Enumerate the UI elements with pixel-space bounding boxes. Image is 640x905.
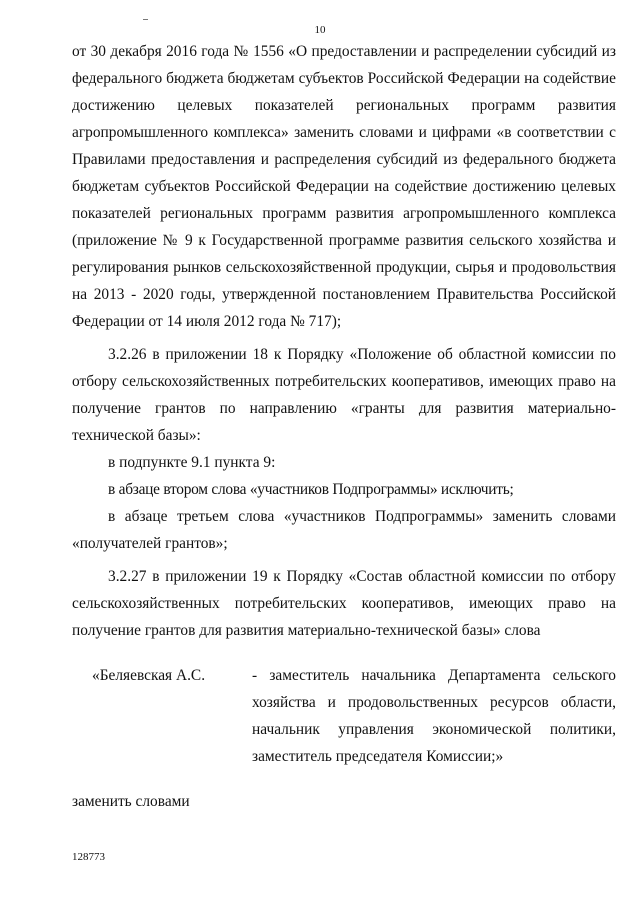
member-description: - заместитель начальника Департамента сельского хозяйства и продовольственных ресурсов области, начальник управления экономической политики, заместитель председателя Комиссии;» (252, 667, 616, 765)
paragraph-third-abzac: в абзаце третьем слова «участников Подпрограммы» заменить словами «получателей грантов»; (72, 508, 616, 552)
commission-member-entry (72, 662, 616, 770)
member-name: «Беляевская А.С. (92, 667, 206, 684)
document-body (72, 38, 616, 815)
replace-with-words: заменить словами (72, 793, 190, 810)
scan-mark (143, 19, 148, 20)
paragraph-second-abzac: в абзаце втором слова «участников Подпрограммы» исключить; (108, 481, 514, 498)
paragraph-subitem-9-1: в подпункте 9.1 пункта 9: (108, 454, 276, 471)
paragraph-3-2-27: 3.2.27 в приложении 19 к Порядку «Состав областной комиссии по отбору сельскохозяйственных потребительских кооперативов, имеющих право на получение грантов для развития материально-технической базы» слова (72, 568, 616, 639)
paragraph-subsidy-rules: от 30 декабря 2016 года № 1556 «О предоставлении и распределении субсидий из федерального бюджета бюджетам субъектов Российской Федерации на содействие достижению целевых показателей региональных программ развития агропромышленного комплекса» заменить словами и цифрами «в соответствии с Правилами предоставления и распределения субсидий из федерального бюджета бюджетам субъектов Российской Федерации на содействие достижению целевых показателей региональных программ развития агропромышленного комплекса (приложение № 9 к Государственной программе развития сельского хозяйства и регулирования рынков сельскохозяйственной продукции, сырья и продовольствия на 2013 - 2020 годы, утвержденной постановлением Правительства Российской Федерации от 14 июля 2012 года № 717); (72, 43, 616, 330)
document-code: 128773 (72, 851, 105, 863)
page-number: 10 (314, 24, 326, 36)
paragraph-3-2-26: 3.2.26 в приложении 18 к Порядку «Положение об областной комиссии по отбору сельскохозяйственных потребительских кооперативов, имеющих право на получение грантов по направлению «гранты для развития материально-технической базы»: (72, 346, 616, 444)
